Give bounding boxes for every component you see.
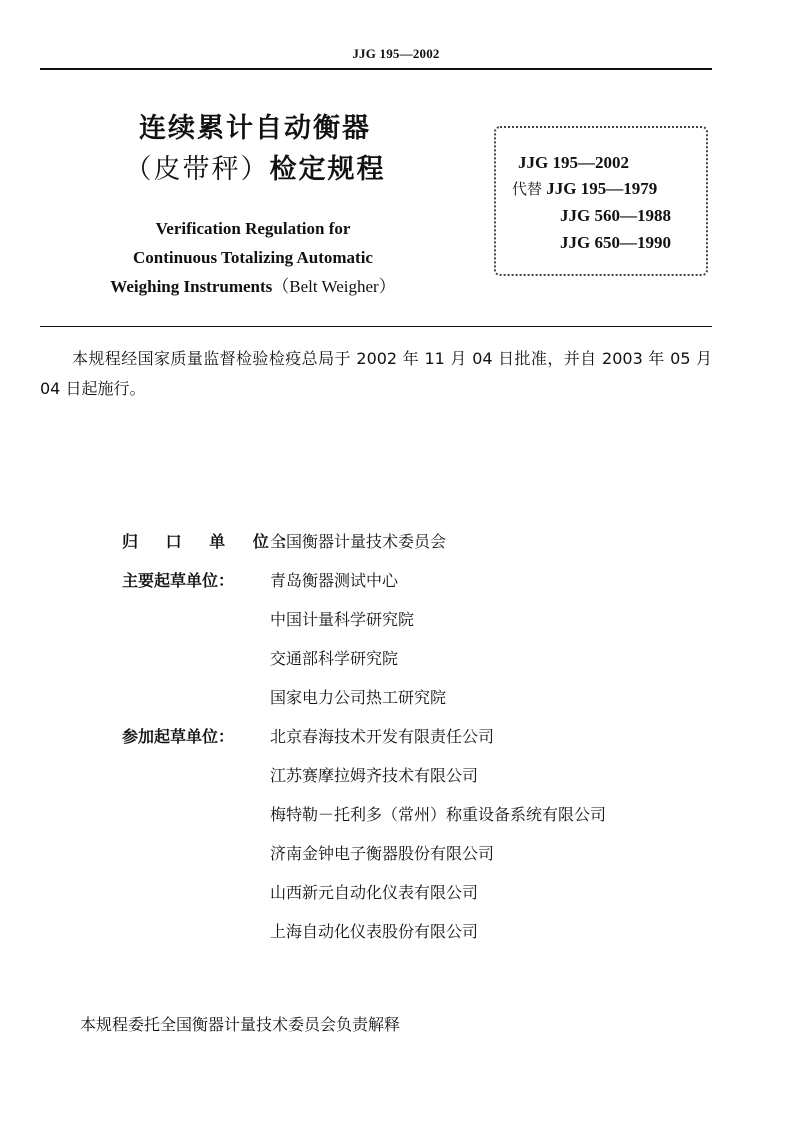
replaced-code-1: JJG 195—1979: [546, 179, 658, 198]
header-rule: [40, 68, 712, 70]
participating-unit-row: [122, 717, 722, 756]
participating-unit: 济南金钟电子衡器股份有限公司: [270, 844, 495, 863]
approval-statement: 本规程经国家质量监督检验检疫总局于 2002 年 11 月 04 日批准，并自 2003 年 05 月 04 日起施行。: [40, 349, 712, 398]
main-unit: 交通部科学研究院: [270, 649, 399, 668]
interpretation-note: 本规程委托全国衡器计量技术委员会负责解释: [80, 1015, 401, 1034]
replace-label: 代替: [512, 180, 543, 198]
title-en-line2: Continuous Totalizing Automatic: [133, 248, 373, 267]
title-en-line3-bold: Weighing Instruments: [110, 277, 273, 296]
replaced-code-1-line: [512, 180, 722, 197]
participating-unit: 北京春海技术开发有限责任公司: [270, 727, 495, 746]
participating-unit-row: [122, 834, 722, 873]
main-unit-row: [122, 600, 722, 639]
title-zh-paren: （皮带秤）: [124, 154, 270, 185]
title-zh-rest: 检定规程: [269, 154, 386, 185]
participating-unit-row: [122, 756, 722, 795]
replaced-code-2: JJG 560—1988: [560, 206, 671, 225]
main-unit-row: [122, 561, 722, 600]
participating-unit-row: [122, 912, 722, 951]
main-unit-label: 主要起草单位：: [122, 571, 235, 590]
participating-unit: 上海自动化仪表股份有限公司: [270, 922, 479, 941]
participating-unit: 梅特勒－托利多（常州）称重设备系统有限公司: [270, 805, 607, 824]
standard-code-box: [494, 126, 708, 276]
title-zh-line2: [110, 156, 400, 183]
participating-unit: 江苏赛摩拉姆齐技术有限公司: [270, 766, 479, 785]
drafting-units: [122, 522, 722, 951]
responsible-unit-label: 归 口 单 位：: [122, 532, 307, 551]
title-en-line3: [80, 278, 426, 295]
title-en-line1: Verification Regulation for: [155, 219, 351, 238]
participating-unit-row: [122, 795, 722, 834]
title-zh-line1: 连续累计自动衡器: [139, 113, 371, 144]
participating-unit: 山西新元自动化仪表有限公司: [270, 883, 479, 902]
replaced-code-3: JJG 650—1990: [560, 233, 671, 252]
responsible-unit: 全国衡器计量技术委员会: [270, 532, 447, 551]
main-unit: 国家电力公司热工研究院: [270, 688, 447, 707]
participating-unit-row: [122, 873, 722, 912]
responsible-unit-row: [122, 522, 722, 561]
section-rule: [40, 326, 712, 327]
main-unit: 青岛衡器测试中心: [270, 571, 399, 590]
participating-unit-label: 参加起草单位：: [122, 727, 235, 746]
current-code: JJG 195—2002: [518, 153, 629, 172]
title-en-line3-rest: （Belt Weigher）: [272, 277, 396, 296]
header-standard-code: JJG 195—2002: [352, 46, 440, 61]
main-unit: 中国计量科学研究院: [270, 610, 415, 629]
main-unit-row: [122, 639, 722, 678]
main-unit-row: [122, 678, 722, 717]
